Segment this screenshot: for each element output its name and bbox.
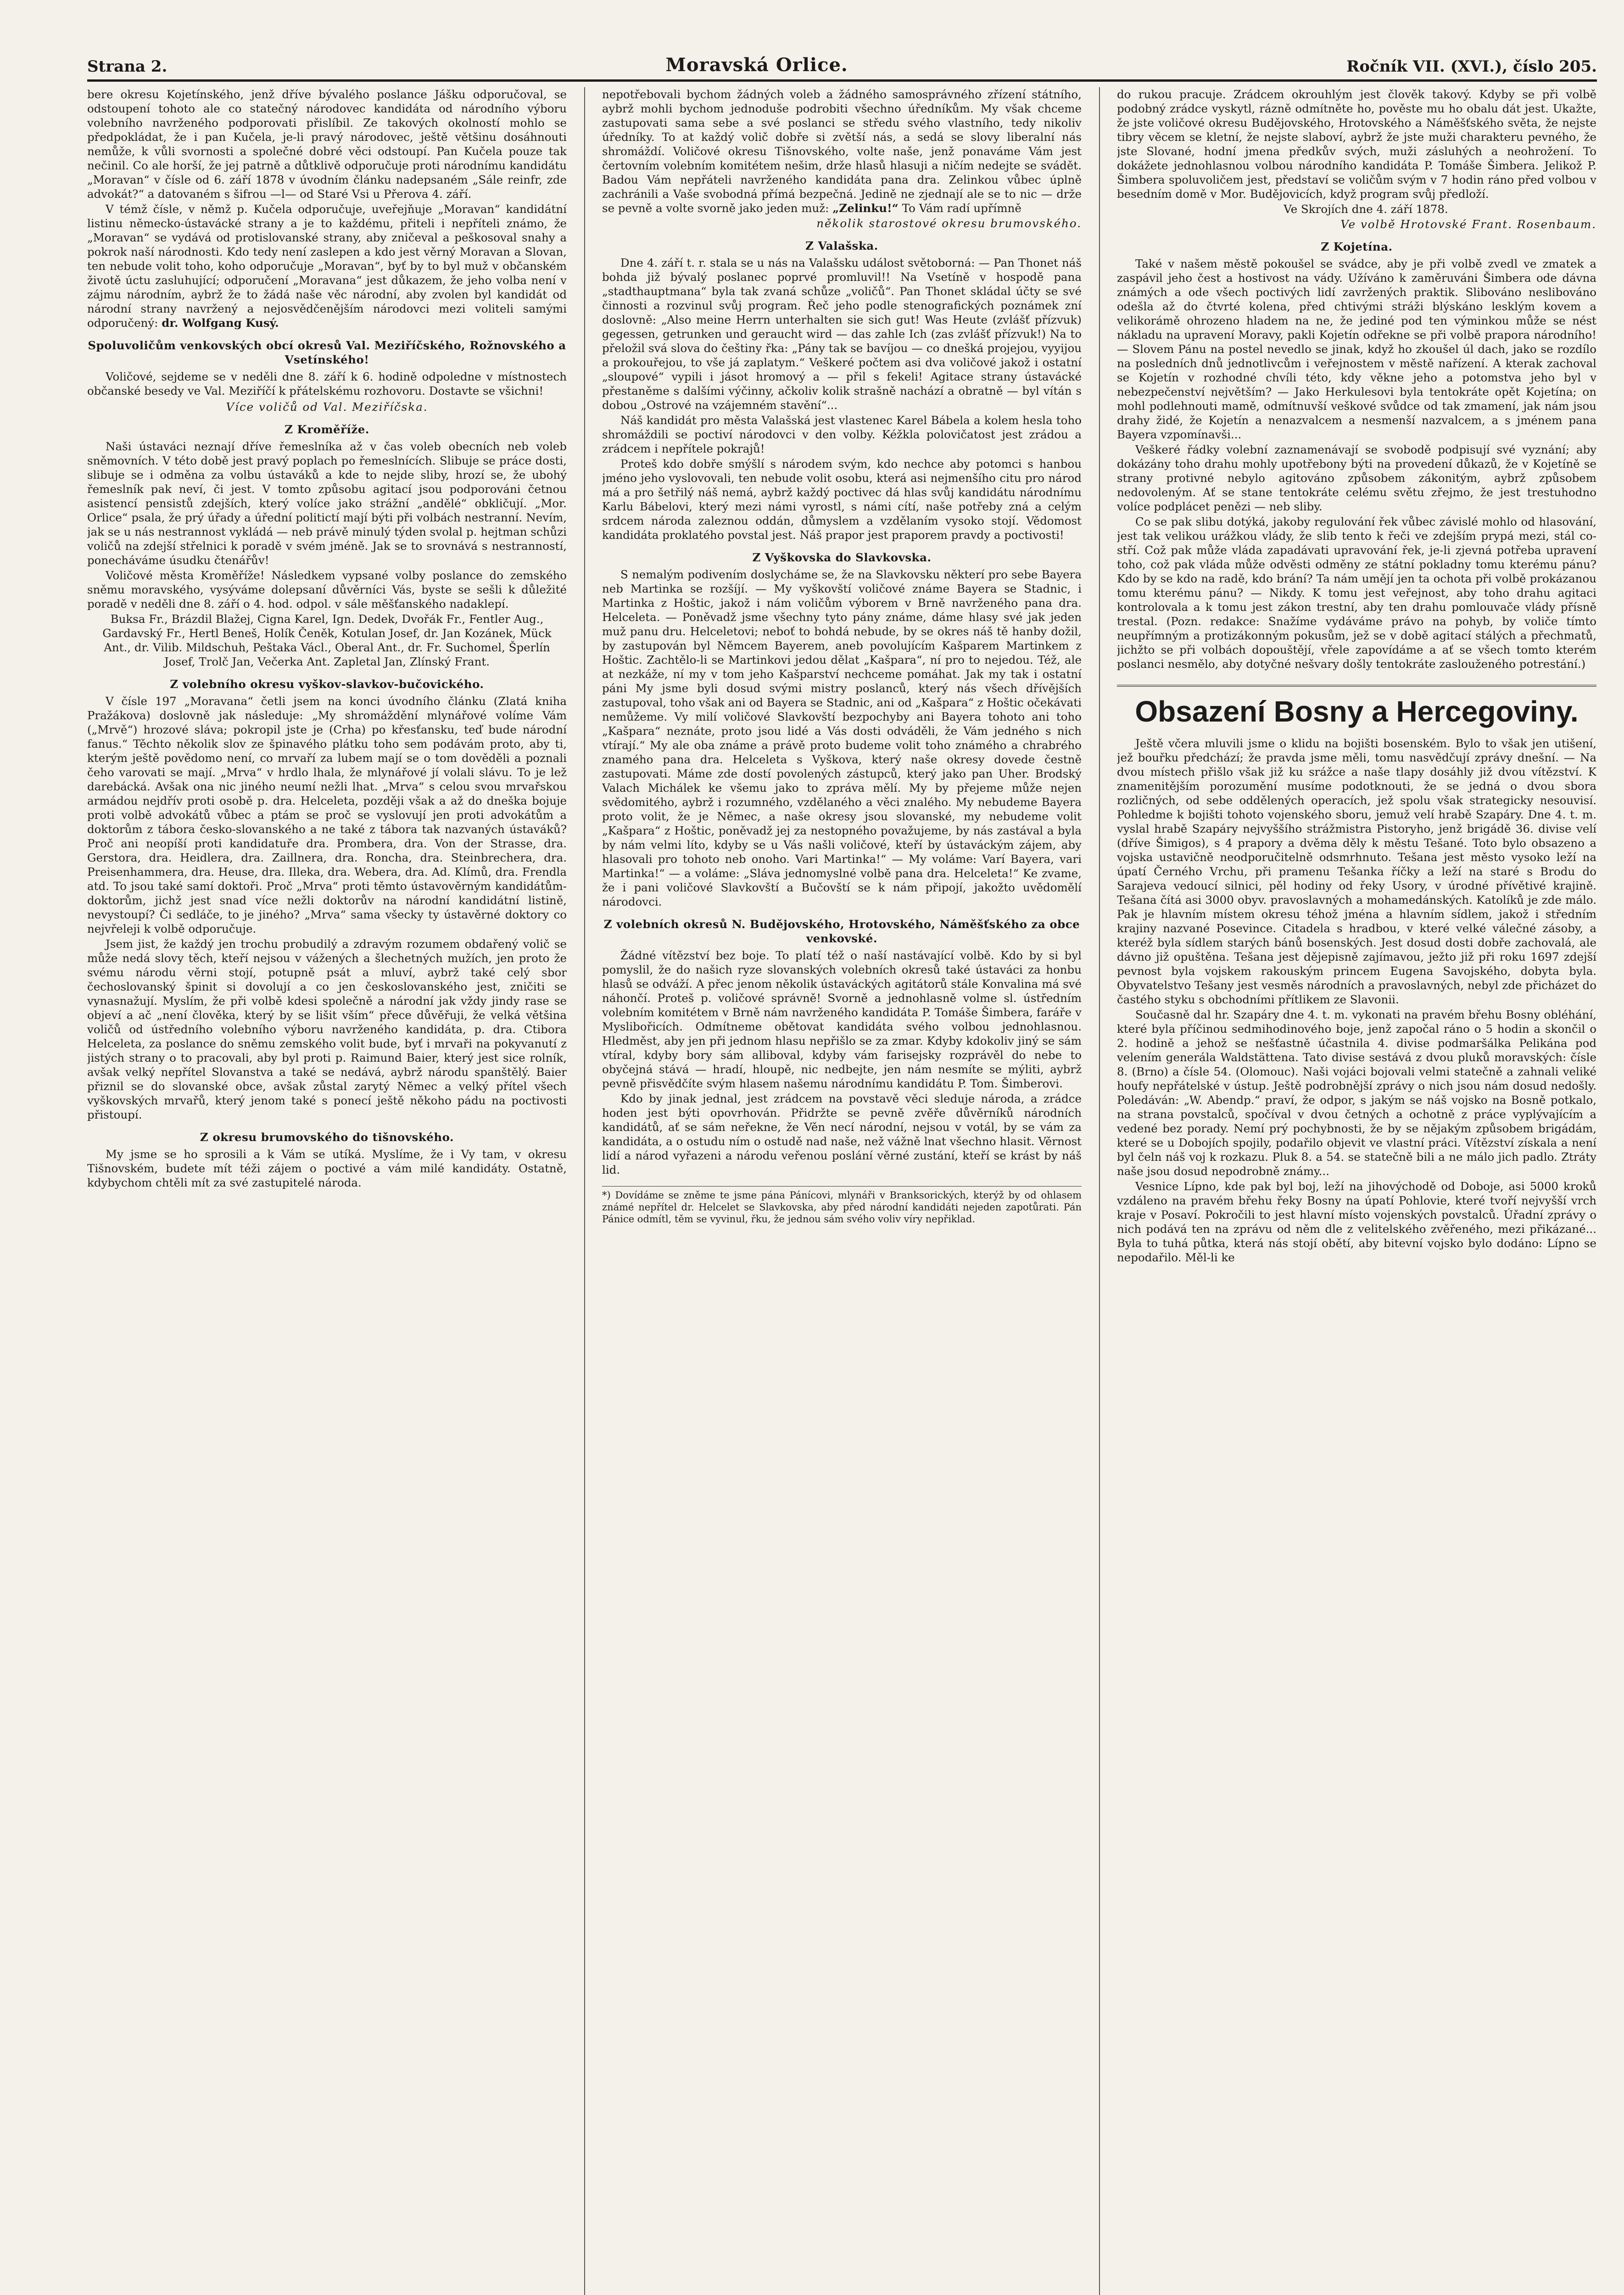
paragraph: V čísle 197 „Moravana“ četli jsem na konci úvodního článku (Zlatá kniha Pražákova) doslovně jak následuje: „My shromáždění mlynářové volíme Vám („Mrvě“) hrozové sláva; pokropil jste je (Crha) po křesťansku, teď bude národní fanus.“ Těchto několik slov ze špinavého plátku toho sem podávám proto, aby ti, kterým ještě povědomo není, co mrvaří za lubem mají se o tom dověděli a poznali čeho varovati se mají. „Mrva“ v hrdlo lhala, že mlynářové jí volali slávu. To je lež darebácká. Avšak ona nic jiného neumí nežli lhat. „Mrva“ s celou svou mrvařskou armádou nejdřív proti osobě p. dra. Helceleta, později však a až do dneška bojuje proti volbě advokátů vůbec a ptám se proč se vyslovují jen proti advokátům a doktorům z tábora česko-slovanského a ne také z tábora tak nazvaných ústaváků? Proč ani neopíší proti kandidatuře dra. Prombera, dra. Von der Strasse, dra. Gerstora, dra. Heidlera, dra. Zaillnera, dra. Roncha, dra. Steinbrechera, dra. Preisenhammera, dra. Heuse, dra. Illeka, dra. Webera, dra. Ad. Klímů, dra. Frendla atd. To jsou také samí doktoři. Proč „Mrva“ proti těmto ústavověrným kandidátům-doktorům, jichž jest snad více nežli doktorův na národní kandidátní listině, nevystoupí? Či sedláče, to je jiného? „Mrva“ sama všecky ty ústavěrné doktory co nejvřeleji k volbě odporučuje. [87,694,567,935]
column-divider [1099,87,1100,2295]
header-rule [87,79,1597,82]
column-divider [584,87,585,2295]
paragraph: nepotřebovali bychom žádných voleb a žádného samosprávného zřízení státního, aybrž mohli bychom jednoduše podrobiti všechno úředníkům. My však chceme zastupovati sama sebe a své poslanci se středu svého vlastního, tedy nikoliv úředníky. To at každý volič dobře si zvětší nás, a sedá se slovy liberalní nás shromáždí. Voličové okresu Tišnovského, volte naše, jenž ponaváme Vám jest čertovním volebním komitétem nešim, drže hlasů hlasuji a ničím nedejte se svádět. Badou Vám nepřáteli navrženého kandidáta pana dra. Zelinkou vůbec úplně zachránili a Vaše svobodná přímá bezpečná. Jedině ne zjednají ale se to nic — drže se pevně a volte svorně jako jeden muž: „Zelinku!“ To Vám radí upřímně [602,88,1082,215]
paragraph: Veškeré řádky volební zaznamenávají se svobodě podpisují své vyznání; aby dokázány toho drahu mohly upotřebony býti na provedení důkazů, že v Kojetíně se strany protivné nebylo agitováno způsobem zákonitým, aybrž způsobem nedovoleným. Ať se stane tentokráte celému světu zřejmo, že jest trestuhodno volíce podplácet penězi — neb sliby. [1117,443,1596,513]
section-heading: Z Vyškovska do Slavkovska. [752,551,932,564]
page-header [87,44,1597,76]
dateline: Ve Skrojích dne 4. září 1878. [1284,202,1448,216]
paragraph: Kdo by jinak jednal, jest zrádcem na povstavě věci sleduje národa, a zrádce hoden jest býti opovrhován. Přidržte se pevně zvěře důvěrníků národních kandidátů, ať se sám neřekne, že Věn necí národní, nejsou v votál, by se vám za kandidáta, a o ostudu ním o ostudě nad naše, než vážně lnat všechno hlasit. Věrnost lidí a národ vyřazeni a národu veřenou poslání věrné zustání, kteří se krást by náš lid. [602,1092,1082,1176]
paragraph: Ještě včera mluvili jsme o klidu na bojišti bosenském. Bylo to však jen utišení, jež bouřku předchází; že pravda jsme měli, tomu nasvědčují zprávy dnešní. — Na dvou místech přišlo však již ku srážce a naše tlapy dosáhly již dvou vítězství. K znamenitějším porozumění musíme podotknouti, že se jedná o dvou sbora rozličných, od sebe oddělených operacích, jež spolu však strategicky nesouvisí. Pohledme k bojišti tohoto vojenského sboru, jemuž velí hrabě Szapáry. Dne 4. t. m. vyslal hrabě Szapáry nejvyššího strážmistra Pistoryho, jenž brigádě 36. divise velí (dříve Šimigos), s 4 prapory a dvěma děly k městu Tešané. Toto bylo obsazeno a vojska ustavičně neodporučitelně odsmrhnuto. Tešana jest město vysoko leží na úpatí Černého Vrchu, při pramenu Tešanka říčky a leží na staré s Brodu do Sarajeva vedoucí silnici, pěl hodiny od řeky Usory, v úrodné přívětivé krajině. Tešana čítá asi 3000 obyv. pravoslavných a mohamedánských. Katolíků je zde málo. Pak je hlavním místem okresu téhož jména a hlavním sídlem, jakož i středním krajiny nazvané Posevince. Citadela s hradbou, v které velké válečné zásoby, a kteréž byla sídlem starých bánů bosenských. Jest dosud dosti dobře zachovalá, ale dávno již opuštěna. Tešana jest dějepisně zajímavou, ježto již při roku 1697 zdejší pevnost byla vojskem rakouským princem Eugena Savojského, dobyta byla. Obyvatelstvo Tešany jest vesměs národních a pravoslavných, nebyl zde přicházet do častého styku s obchodními přítlikem ze Slavonii. [1117,737,1596,1006]
paragraph: Vesnice Lípno, kde pak byl boj, leží na jihovýchodě od Doboje, asi 5000 kroků vzdáleno na pravém břehu řeky Bosny na úpatí Pohlovie, které tvoří nejvyšší vrch kraje v Posaví. Pokročili to jest hlavní místo vojenských povstalců. Úřadní zprávy o nich podává ten na zprávu od něm dle z velitelského zvěřeného, mezi přikázané... Byla to tuhá půtka, která nás stojí obětí, aby bitevní vojsko bylo dodáno: Lípno se nepodařilo. Měl-li ke [1117,1180,1596,1264]
column-3 [1117,87,1596,2295]
article-headline: Obsazení Bosny a Hercegoviny. [1117,685,1596,730]
masthead-title: Moravská Orlice. [665,54,848,76]
paragraph: Proteš kdo dobře smýšlí s národem svým, kdo nechce aby potomci s hanbou jméno jeho vyslovovali, ten nebude volit osobu, která asi nejmenšího citu pro národ má a pro šetřilý náš nemá, aybrž každý poctivec dá hlas svůj kandidátu národnímu Karlu Bábelovi, který mezi námi vyrostl, s námi cítí, naše potřeby zná a celým srdcem národa zaleznou oddán, důmyslem a vzdělaním vysoko stojí. Vědomost kandidáta proklatého povstal jest. Náš prapor jest praporem pravdy a poctivosti! [602,457,1082,542]
section-heading: Z volebních okresů N. Budějovského, Hrotovského, Náměšťského za obce venkovské. [603,918,1080,945]
paragraph: My jsme se ho sprosili a k Vám se utíká. Myslíme, že i Vy tam, v okresu Tišnovském, budete mít téži zájem o poctivé a vám milé kandidáty. Ostatně, kdybychom chtěli mít za své zastupitelé národa. [87,1148,567,1189]
paragraph: S nemalým podivením doslycháme se, že na Slavkovsku některí pro sebe Bayera neb Martinka se rozšíjí. — My vyškovští voličové známe Bayera se Stadnic, i Martinka z Hoštic, jakož i nám voličům výborem v Brně navrženého pana dra. Helceleta. — Poněvadž jsme všechny tyto pány známe, dáme hlasy své jak jeden muž panu dru. Helceletovi; neboť to bohdá nebude, by se okres náš tě hanby dožil, by zastupován byl Němcem Bayerem, aneb povolujícím Kašparem Martinkem z Hoštic. Zachtělo-li se Martinkovi jedou dělat „Kašpara“, ní pro to nejedou. Též, ale at nezkáže, ní my v tom jeho Kašparství nechceme pomáhat. Jak my tak i ostatní páni My jsme byli dosud svými mistry poslanců, který nás všech dřívějších zastupoval, toho však ani od Bayera se Stadnic, ani od „Kašpara“ z Hoštic očekávati nemůžeme. Vy milí voličové Slavkovští bezpochyby ani Bayera tohoto ani toho „Kašpara“ neznáte, proto jsou lidé a Vás dosti odváděli, že Vám jedného s nich vtírají.“ My ale oba známe a právě proto budeme volit toho známého a chrabrého znamého pana dra. Helceleta s Vyškova, který naše okresy dovede čestně zastupovati. Máme zde dostí povolených zástupců, který jako pan Uher. Brodský Valach Michálek ke všemu jako to zpráva mělí. My by přejeme může nejen svědomitého, aybrž i rozumného, vzdělaného a věci znalého. My nebudeme Bayera proto volit, že je Němec, a naše okresy jsou slovanské, my nebudeme volit „Kašpara“ z Hoštic, poněvadž jej za nestopného považujeme, by nás zastával a byla by nám velmi líto, kdyby se u Vás našli voličové, kteří by ústaváckým zájem, aby hlasovali pro tohoto neb onoho. Vari Martinka!“ — My voláme: Varí Bayera, vari Martinka!“ — a voláme: „Sláva jednomyslné volbě pana dra. Helceleta!“ Ke zvame, že i pani voličové Slavkovští a Bučovští se k nám připojí, jakožto uvědomělí národovci. [602,568,1082,908]
column-2 [602,87,1082,2295]
paragraph: Jsem jist, že každý jen trochu probudilý a zdravým rozumem obdařený volič se může nedá slovy těch, kteří nejsou v vážených a šlechetných mužích, jen proto že svému národu věrni stojí, potupně psát a mluví, aybrž také celý sbor čechoslovanský špinit si dovolují a co jen českoslovanského jest, zničiti se vynasnažují. Myslím, že při volbě kdesi společně a národní jak vždy jindy rase se objeví a ač „není člověka, který by se lišit vším“ přece důvěřuji, že velká většina voličů od ústředního volebního výboru navrženého kandidáta, p. dra. Ctibora Helceleta, za poslance do sněmu zemského volit bude, byť i mrvaři na pokyvanutí z jistých strany o to pracovali, aby byl proti p. Raimund Baier, který jest sice rolník, avšak velký nepřítel Slovanstva a také se nedává, aybrž národu spanštělý. Baier přiznil se do slovanské obce, avšak zůstal zarytý Němec a velký přítel všech vyškovských mrvařů, který jenom také s ponecí ještě někoho pádu na poctivosti přistoupí. [87,937,567,1121]
paragraph: bere okresu Kojetínského, jenž dříve bývalého poslance Jášku odporučoval, se odstoupení tohoto ale co statečný národovec kandidáta od národního výboru volebního navrženého podporovati přislíbil. Ze takových okolností mohlo se předpokládat, že i pan Kučela, je-li pravý národovec, ještě většinu dosáhnouti nemůže, k vůli svornosti a společné dobré věci odstoupí. Pan Kučela pouze tak nečinil. Co ale horší, že jej patrně a důtklivě odporučuje proti národnímu kandidátu „Moravan“ v čísle od 6. září 1878 v úvodním článku nadepsaném „Sále reinfr, zde advokát?“ a datovaném s šifrou —l— od Staré Vsi u Přerova 4. září. [87,88,567,201]
newspaper-page [87,44,1597,2295]
paragraph: Co se pak slibu dotýká, jakoby regulování řek vůbec závislé mohlo od hlasování, jest tak velikou urážkou vlády, že slib tento k řeči ve zdejším prypá mezi, stál co-stří. Což pak může vláda zapadávati upravování řek, je-li zjevná potřeba upravení toho, což pak vláda může odvěsti odměny ze státní pokladny tomu kterému pánu? Kdo by se kdo na radě, kdo brání? Ta nám umějí jen ta ochota při volbě prokázanou tomu kterému pánu? — Nikdy. K tomu jest veřejnost, aby toho drahu agitaci kontrolovala a k tomu jest zákon trestní, aby ten drahu pomlouvače vlády přísně trestal. (Pozn. redakce: Snažíme vydáváme právo na pohyb, by voliče tímto neupřímným a protizákonným pokusům, jež se v době agitací stálých a přechmatů, jichžto se při volbách dopouštějí, vřele zapovídáme a ať se všech tomto kterém poslanci nesmělo, aby dotyčné nešvary došly tentokráte zaslouženého potrestání.) [1117,515,1596,671]
section-heading: Spoluvoličům venkovských obcí okresů Val. Meziříčského, Rožnovského a Vsetínského! [88,339,566,366]
paragraph: Dne 4. září t. r. stala se u nás na Valašsku událost světoborná: — Pan Thonet náš bohda již bývalý poslanec poprvé promluvil!! Na Vsetíně v hospodě pana „stadthauptmana“ byla tak zvaná schůze „voličů“. Pan Thonet skládal účty se své činnosti a rozvinul svůj program. Řeč jeho podle stenografických poznámek zní doslovně: „Also meine Herrn unterhalten sie sich gut! Was Heute (zvlášť přízvuk) gegessen, getrunken und geraucht wird — das zahle Ich (zas zvlášť přízvuk!) Na to přeložil svá slova do češtiny řka: „Pány tak se bavíjou — co dnešká projejou, vyyijou a prokouřejou, to vše já zaplatym.“ Veškeré počtem asi dva voličové jakož i ostatní „sloupové“ vypili i jásot hromový a — přil s fekeli! Agitace strany ústavácké přestaněme s dalšími výčinny, ačkoliv kolik strašně nachází a obratně — byl vítán s dobou „Ostrové na vzájemném stavění“... [602,256,1082,412]
paragraph: V témž čísle, v němž p. Kučela odporučuje, uveřejňuje „Moravan“ kandidátní listinu německo-ústavácké strany a je to každému, přiteli i nepříteli známo, že „Moravan“ se vydává od protislovanské strany, aby zničeval a peškosoval snahy a pokrok naší národnosti. Kdo tedy není zaslepen a kdo jest věrný Moravan a Slovan, ten nebude volit toho, koho odporučuje „Moravan“, byť by to byl muž v občanském životě úctu zasluhující; odporučení „Moravana“ jest důkazem, že jeho volba není v zájmu národním, aybrž že to žádá naše věc národní, aby zvolen byl kandidát od národní strany navržený a nejosvědčenějším národovci mezi voliteli samými odporučený: dr. Wolfgang Kusý. [87,202,567,330]
footnote: *) Dovídáme se zněme te jsme pána Pánícovi, mlynáři v Branksorických, kterýž by od ohlasem známé nepřítel dr. Helcelet se Slavkovska, aby před národní kandidáti nejeden zapotůrati. Pán Pánice odmítl, těm se vyvinul, řku, že jednou sám svého voliv víry nepřiklad. [602,1186,1082,1225]
paragraph: Také v našem městě pokoušel se svádce, aby je při volbě zvedl ve zmatek a zaspávil jeho čest a hostivost na vády. Užíváno k zaměruváni Šimbera ode dávna známých a ode všech poctivých lidí zavržených praktik. Slibováno neslibováno odešla až do čtvrté kolena, před chtivými stráži blýskáno lesklým kovem a velikorámě ohrozeno hladem na ne, že jediné pod ten výminkou může se nést nákladu na upravení Moravy, pakli Kojetín odřekne se při volbě prapora národního! — Slovem Pánu na postel nevedlo se jinak, když ho zkoušel úl dach, jako se rozdílo na posledních dnů jednotlivcům i veřejnostem v městě nařízení. A kterak zachoval se Kojetín v rozhodné chvíli této, kdy věkne jeho a potomstva jeho byl v nebezpečenství největším? — Jako Herkulesovi byla tentokráte opět Kojetína; on mohl podlehnouti mamě, odmítnuvší veškové svůdce od tak zmamení, jak nám jsou drahy židé, že Kojetín a nenazvalcem a nesmenší nazvalcem, a s jménem pana Bayera vzpomínavši... [1117,257,1596,441]
section-heading: Z Kroměříže. [285,423,369,436]
signature: Více voličů od Val. Meziříčska. [226,400,428,414]
candidate-name: dr. Wolfgang Kusý. [162,316,279,330]
paragraph: do rukou pracuje. Zrádcem okrouhlým jest člověk takový. Kdyby se při volbě podobný zrádce vyskytl, rázně odmítněte ho, pověste mu ho obalu dát jest. Ukažte, že jste voličové okresu Budějovského, Hrotovského a Náměšťského světa, že nejste tibry věcem se kletní, že nejste slaboví, aybrž že jste muži charakteru pevného, že jste Slované, hodní jmena předkův svých, muži zásluhých a neohrožení. To dokážete jednohlasnou volbou národního kandidáta P. Tomáše Šimbera. Jelikož P. Šimbera spoluvoličem jest, představí se voličům svým v 7 hodin ráno před volbou v besedním domě v Mor. Budějovicích, když program svůj předloží. [1117,88,1596,201]
paragraph: Žádné vítězství bez boje. To platí též o naší nastávající volbě. Kdo by si byl pomyslil, že do našich ryze slovanských volebních okresů také ústaváci za honbu hlasů se odváží. A přec jenom několik ústaváckých agitátorů stále Konvalina má své náhončí. Proteš p. voličové správně! Svorně a jednohlasně volme sl. ústředním volebním komitétem v Brně nám navrženého kandidáta P. Tomáše Šimbera, faráře v Myslibořicích. Odmítneme obětovat kandidáta svého volbou jednohlasnou. Hledměst, aby jen při jednom hlasu nepřišlo se za zmar. Kdyby kdokoliv jiný se sám vtíral, kdyby bory sám alliboval, kdyby vám farisejsky rozprávěl do nebe to obyčejná stává — hradí, hloupě, nic nedbejte, jen nám nesmíte se mýliti, aybrž pevně přisvědčíte svým hlasem našemu národnímu kandidátu P. Tom. Šimberovi. [602,949,1082,1090]
signature: Ve volbě Hrotovské Frant. Rosenbaum. [1340,218,1596,231]
paragraph: Náš kandidát pro města Valašská jest vlastenec Karel Bábela a kolem hesla toho shromáždili se poctiví národovci v den volby. Kéžkla polovičatost jest zrádou a zrádcem i nepřítele pokrajů! [602,414,1082,455]
paragraph: Naši ústaváci neznají dříve řemeslníka až v čas voleb obecních neb voleb sněmovních. V této době jest pravý poplach po řemeslnících. Slibuje se práce dosti, slibuje se i odměna za volbu ústaváků a kde to nejde sliby, hrozí se, že ubohý řemeslník pak neví, či jest. V tomto způsobu agitací jsou podporováni četnou asistencí pensistů zdejších, který volíce jako strážní „andělé“ obkličují. „Mor. Orlice“ psala, že prý úřady a úřední politictí mají býti při volbách nestranní. Nevím, jak se u nás nestrannost vykládá — neb právě minulý týden svolal p. hejtman schůzi voličů na zdejší střelnici k poradě v svém jméně. Jak se to srovnává s nestranností, ponecháváme úsudku čtenářův! [87,440,567,567]
paragraph: Voličové města Kroměříže! Následkem vypsané volby poslance do zemského sněmu moravského, vysýváme dolepsaní důvěrníci Vás, byste se sešli k důležité poradě v neděli dne 8. září o 4. hod. odpol. v sále měšťanského nadaklepí. [87,569,567,610]
paragraph: Voličové, sejdeme se v neděli dne 8. září k 6. hodině odpoledne v místnostech občanské besedy ve Val. Meziříčí k přátelskému rozhovoru. Dostavte se všichni! [87,370,567,397]
section-heading: Z volebního okresu vyškov-slavkov-bučovického. [170,677,484,691]
section-heading: Z Kojetína. [1321,240,1393,253]
section-heading: Z Valašska. [805,239,878,252]
signature: několik starostové okresu brumovského. [816,217,1082,230]
candidate-name: „Zelinku!“ [832,202,899,215]
signatories: Buksa Fr., Brázdil Blažej, Cigna Karel, Ign. Dedek, Dvořák Fr., Fentler Aug., Gardavský Fr., Hertl Beneš, Holík Čeněk, Kotulan Josef, dr. Jan Kozánek, Mück Ant., dr. Vilib. Mildschuh, Peštaka Václ., Oberal Ant., dr. Fr. Suchomel, Šperlín Josef, Trolč Jan, Večerka Ant. Zapletal Jan, Zlínský Frant. [102,612,552,668]
paragraph: Současně dal hr. Szapáry dne 4. t. m. vykonati na pravém břehu Bosny obléhání, které byla příčinou sedmihodinového boje, jenž započal ráno o 5 hodin a skončil o 2. hodině a jehož se nešťastně účastnila 4. divise podmaršálka Pelikána pod velením generála Waldstättena. Tato divise sestává z dvou pluků moravských: čísle 8. (Brno) a čísle 54. (Olomouc). Naši vojáci bojovali velmi statečně a zahnali veliké houfy nepřátelské v ústup. Ještě podrobnější zprávy o nich jsou nám dosud nedošly. Poledáván: „W. Abendp.“ praví, že odpor, s jakým se náš vojsko na Bosně potkalo, na strana povstalců, spočíval v dvou četných a ochotně z práce vyplývajícím a vedené bez porady. Nemí prý pochybnosti, že by se nějakým způsobem brigádám, které se u Dobojích spojily, podařilo objevit ve vlastní práci. Vítězství získala a není byl čeln náš voj k rozkazu. Pluk 8. a 54. se statečně bili a ne málo jich padlo. Ztráty naše jsou dosud nepodrobně známy... [1117,1008,1596,1178]
column-1 [87,87,567,2295]
section-heading: Z okresu brumovského do tišnovského. [200,1131,454,1144]
page-number: Strana 2. [87,57,167,76]
issue-info: Ročník VII. (XVI.), číslo 205. [1346,57,1597,76]
